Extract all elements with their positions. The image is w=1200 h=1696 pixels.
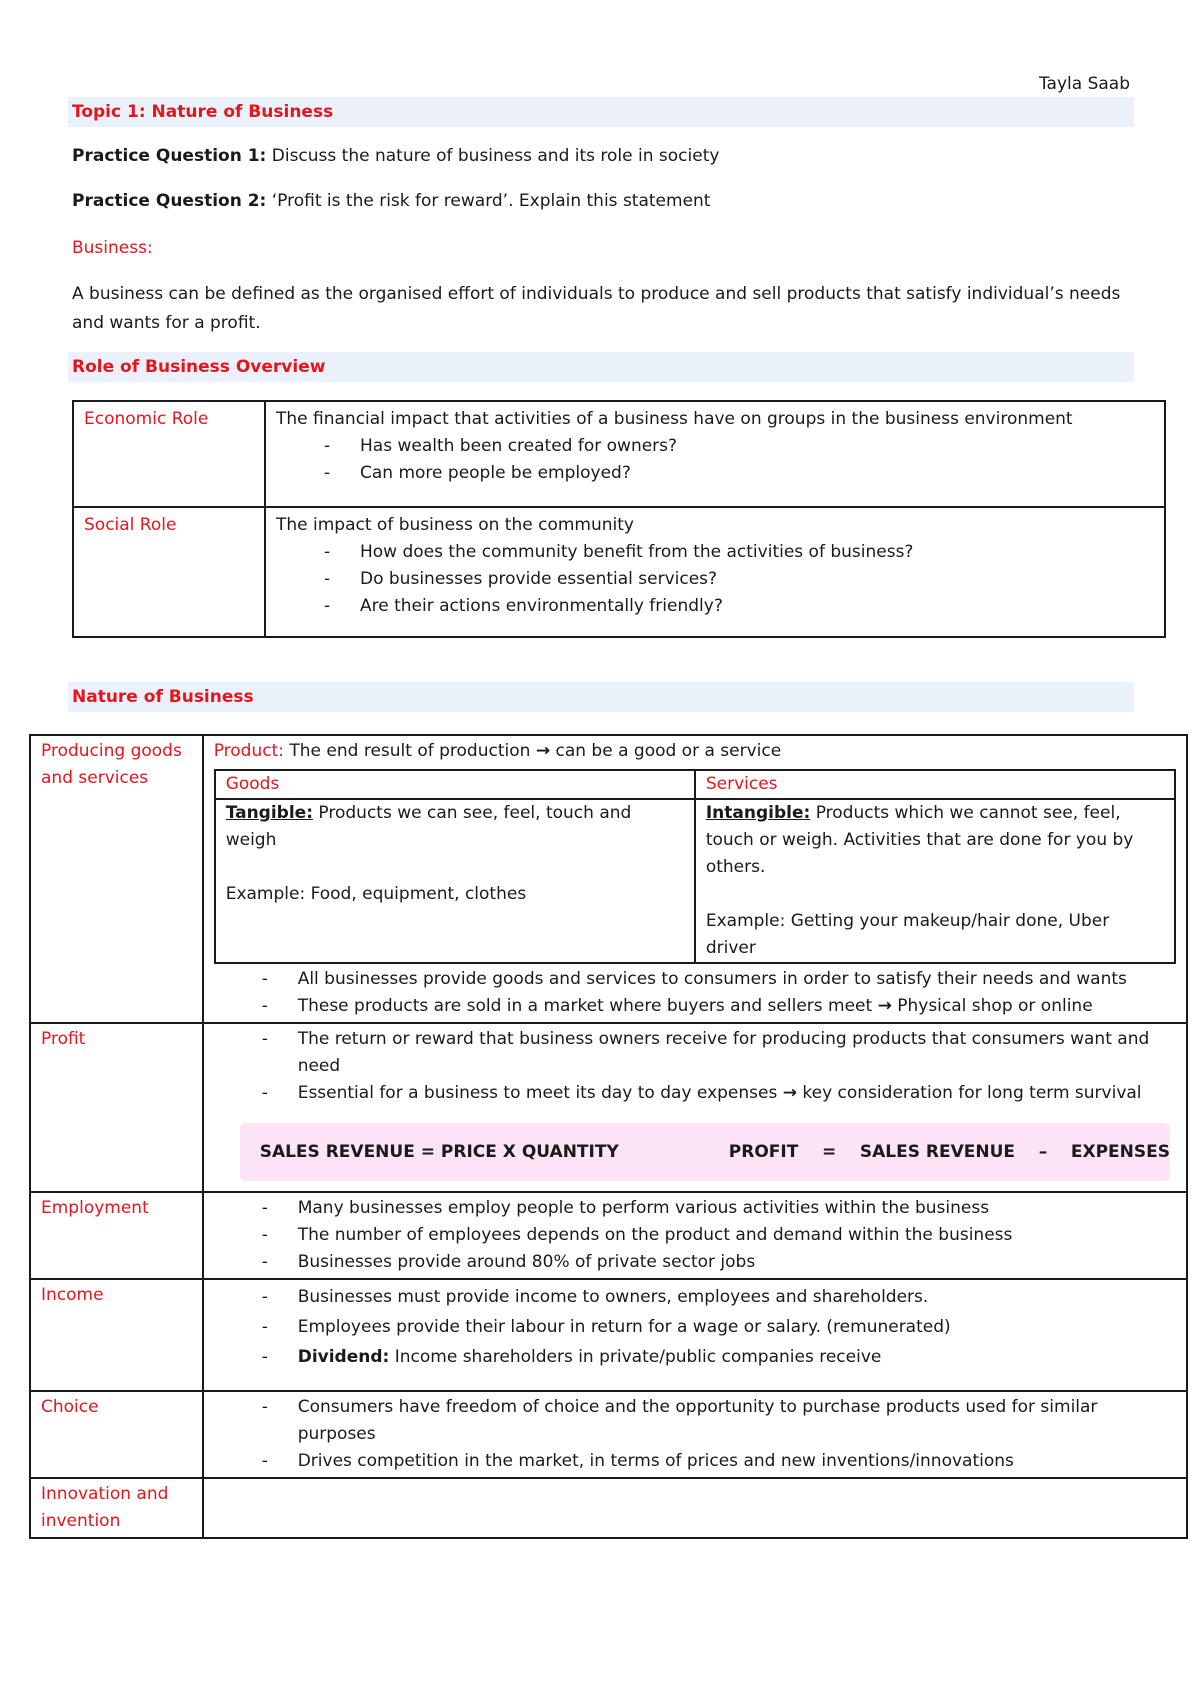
nature-row-choice — [30, 1391, 1187, 1478]
role-label: Social Role — [73, 507, 265, 637]
product-label: Product: — [213, 741, 284, 761]
list-item — [214, 993, 1176, 1020]
nature-content — [203, 1023, 1187, 1192]
services-term: Intangible: — [705, 803, 811, 823]
goods-services-table — [214, 769, 1176, 964]
list-item: - Drives competition in the market, in terms of prices and new inventions/innovations — [214, 1448, 1176, 1475]
list-item: - Consumers have freedom of choice and the opportunity to purchase products used for similar purposes — [214, 1394, 1176, 1448]
list-item: - The number of employees depends on the product and demand within the business — [214, 1222, 1176, 1249]
nature-table — [29, 734, 1188, 1539]
list-item: - All businesses provide goods and services to consumers in order to satisfy their needs and wants — [214, 966, 1176, 993]
nature-content — [203, 1279, 1187, 1391]
nature-row-income — [30, 1279, 1187, 1391]
product-definition — [214, 738, 1176, 765]
nature-content — [203, 1192, 1187, 1279]
practice-question-2 — [72, 187, 1132, 216]
role-points — [276, 539, 1154, 620]
goods-term: Tangible: — [225, 803, 314, 823]
dividend-text: Income shareholders in private/public companies receive — [389, 1347, 882, 1367]
list-item: - Has wealth been created for owners? — [276, 433, 1154, 460]
list-item — [214, 1080, 1176, 1107]
dividend-label: Dividend: — [297, 1347, 390, 1367]
point-text: key consideration for long term survival — [796, 1083, 1142, 1103]
nature-row-profit — [30, 1023, 1187, 1192]
role-text: The impact of business on the community — [276, 515, 634, 535]
practice-question-2-text: ‘Profit is the risk for reward’. Explain this statement — [266, 191, 711, 211]
nature-label: Innovation and invention — [30, 1478, 203, 1538]
choice-points — [214, 1394, 1176, 1475]
practice-question-1 — [72, 142, 1132, 171]
producing-points — [214, 966, 1176, 1020]
list-item: - The return or reward that business owners receive for producing products that consumers want and need — [214, 1026, 1176, 1080]
role-description — [265, 401, 1165, 507]
role-label: Economic Role — [73, 401, 265, 507]
practice-question-1-label: Practice Question 1: — [72, 146, 267, 166]
nature-label: Profit — [30, 1023, 203, 1192]
goods-header: Goods — [215, 770, 695, 799]
point-text: Essential for a business to meet its day to day expenses — [297, 1083, 783, 1103]
nature-content — [203, 1391, 1187, 1478]
arrow-right-icon: → — [535, 741, 551, 761]
role-row-economic — [73, 401, 1165, 507]
nature-label: Income — [30, 1279, 203, 1391]
author-name: Tayla Saab — [1038, 74, 1130, 94]
nature-row-innovation — [30, 1478, 1187, 1538]
list-item: - Can more people be employed? — [276, 460, 1154, 487]
profit-points — [214, 1026, 1176, 1107]
product-text: The end result of production — [283, 741, 536, 761]
services-definition: Products which we cannot see, feel, touch or weigh. Activities that are done for you by others. — [705, 803, 1134, 877]
role-row-social — [73, 507, 1165, 637]
profit-formula-box — [240, 1123, 1170, 1181]
nature-content — [203, 1478, 1187, 1538]
list-item: - How does the community benefit from the activities of business? — [276, 539, 1154, 566]
list-item: - Businesses must provide income to owners, employees and shareholders. — [214, 1282, 1176, 1312]
services-header: Services — [695, 770, 1175, 799]
business-label: Business: — [72, 238, 153, 258]
goods-cell — [215, 799, 695, 963]
product-tail: can be a good or a service — [550, 741, 782, 761]
goods-definition: Products we can see, feel, touch and weigh — [225, 803, 632, 850]
nature-row-producing — [30, 735, 1187, 1023]
arrow-right-icon: → — [782, 1083, 797, 1103]
arrow-right-icon: → — [877, 996, 892, 1016]
employment-points — [214, 1195, 1176, 1276]
services-example: Example: Getting your makeup/hair done, Uber driver — [705, 911, 1110, 958]
income-points — [214, 1282, 1176, 1372]
list-item: - Employees provide their labour in return for a wage or salary. (remunerated) — [214, 1312, 1176, 1342]
sales-revenue-formula: SALES REVENUE = PRICE X QUANTITY — [259, 1141, 619, 1162]
nature-label: Employment — [30, 1192, 203, 1279]
point-text: Physical shop or online — [891, 996, 1093, 1016]
business-definition: A business can be defined as the organised effort of individuals to produce and sell products that satisfy individual’s needs and wants for a profit. — [72, 284, 1121, 333]
list-item: - Many businesses employ people to perform various activities within the business — [214, 1195, 1176, 1222]
topic-heading: Topic 1: Nature of Business — [68, 97, 1134, 127]
list-item: - Businesses provide around 80% of private sector jobs — [214, 1249, 1176, 1276]
nature-content — [203, 735, 1187, 1023]
list-item: - Are their actions environmentally friendly? — [276, 593, 1154, 620]
services-cell — [695, 799, 1175, 963]
nature-row-employment — [30, 1192, 1187, 1279]
role-heading: Role of Business Overview — [68, 352, 1134, 382]
nature-label: Choice — [30, 1391, 203, 1478]
point-text: These products are sold in a market where buyers and sellers meet — [297, 996, 878, 1016]
role-table — [72, 400, 1166, 638]
role-description — [265, 507, 1165, 637]
profit-formula: PROFIT = SALES REVENUE – EXPENSES — [728, 1141, 1170, 1162]
nature-label: Producing goods and services — [30, 735, 203, 1023]
list-item: - Do businesses provide essential services? — [276, 566, 1154, 593]
practice-question-1-text: Discuss the nature of business and its role in society — [266, 146, 720, 166]
practice-question-2-label: Practice Question 2: — [72, 191, 267, 211]
role-points — [276, 433, 1154, 487]
nature-heading: Nature of Business — [68, 682, 1134, 712]
role-text: The financial impact that activities of a business have on groups in the business environment — [276, 409, 1073, 429]
list-item — [214, 1342, 1176, 1372]
goods-example: Example: Food, equipment, clothes — [225, 884, 527, 904]
